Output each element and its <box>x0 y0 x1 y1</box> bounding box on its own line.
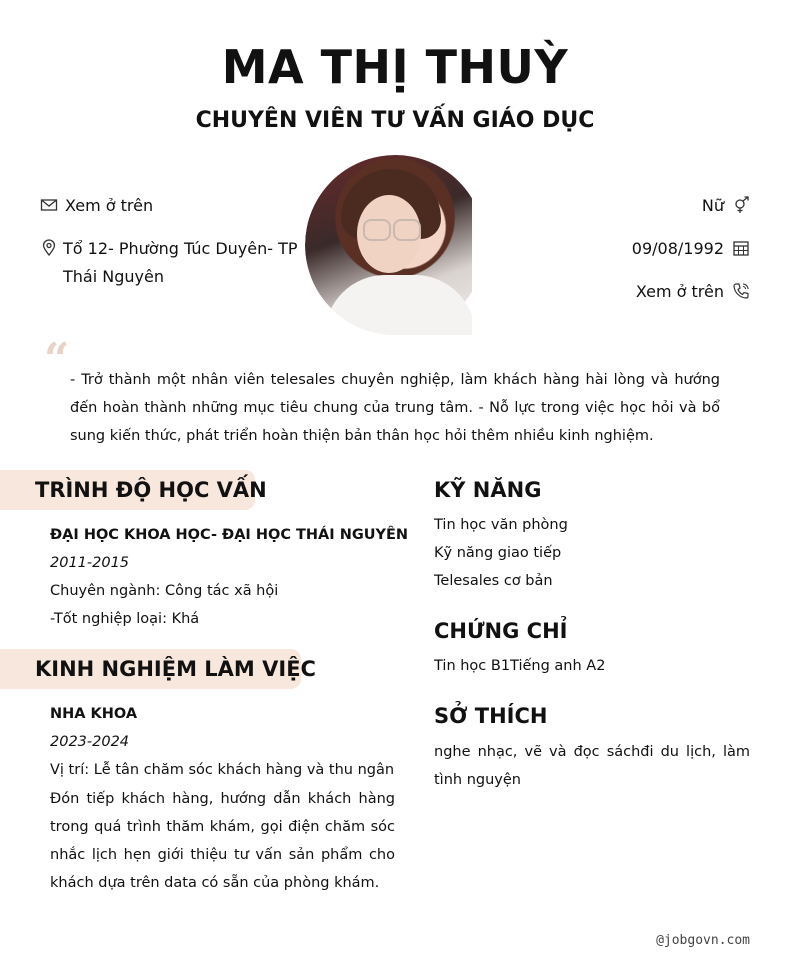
calendar-icon <box>732 239 750 257</box>
address-line-2: Thái Nguyên <box>63 267 164 286</box>
education-grade: -Tốt nghiệp loại: Khá <box>50 611 200 627</box>
quote-icon: “ <box>44 334 70 385</box>
watermark: @jobgovn.com <box>656 933 750 948</box>
avatar <box>305 155 472 335</box>
skill-item: Telesales cơ bản <box>434 573 553 589</box>
email-text: Xem ở trên <box>65 196 154 215</box>
skill-item: Kỹ năng giao tiếp <box>434 545 562 561</box>
contact-email <box>40 196 300 216</box>
education-heading: TRÌNH ĐỘ HỌC VẤN <box>35 478 267 502</box>
education-period: 2011-2015 <box>50 555 130 571</box>
address-line-1: Tổ 12- Phường Túc Duyên- TP <box>63 239 298 258</box>
candidate-name: MA THỊ THUỲ <box>221 40 569 94</box>
contact-gender <box>500 196 750 216</box>
experience-section-header <box>0 649 316 689</box>
skills-heading: KỸ NĂNG <box>434 478 542 502</box>
education-school: ĐẠI HỌC KHOA HỌC- ĐẠI HỌC THÁI NGUYÊN <box>50 527 409 543</box>
birthday-text: 09/08/1992 <box>631 239 724 258</box>
experience-company: NHA KHOA <box>50 706 138 722</box>
experience-period: 2023-2024 <box>50 734 130 750</box>
education-section-header <box>0 470 267 510</box>
map-pin-icon <box>40 239 58 257</box>
job-title: CHUYÊN VIÊN TƯ VẤN GIÁO DỤC <box>195 108 595 133</box>
hobbies-text: nghe nhạc, vẽ và đọc sáchđi du lịch, làm tình nguyện <box>434 744 750 788</box>
certificates-text: Tin học B1Tiếng anh A2 <box>434 658 606 674</box>
contact-address <box>40 239 300 289</box>
gender-text: Nữ <box>701 196 724 215</box>
contact-phone <box>500 282 750 302</box>
phone-icon <box>732 282 750 300</box>
education-major: Chuyên ngành: Công tác xã hội <box>50 583 279 599</box>
hobbies-heading: SỞ THÍCH <box>434 704 548 728</box>
contact-birthday <box>500 239 750 259</box>
envelope-icon <box>40 196 58 214</box>
phone-text: Xem ở trên <box>635 282 724 301</box>
skill-item: Tin học văn phòng <box>434 517 568 533</box>
experience-heading: KINH NGHIỆM LÀM VIỆC <box>35 657 316 681</box>
experience-description: Đón tiếp khách hàng, hướng dẫn khách hàng trong quá trình thăm khám, gọi điện chăm sóc nhắc lịch hẹn giới thiệu tư vấn sản phẩm cho khách dựa trên data có sẵn của phòng khám. <box>50 791 395 891</box>
career-objective: - Trở thành một nhân viên telesales chuyên nghiệp, làm khách hàng hài lòng và hướng đến hoàn thành những mục tiêu chung của trung tâm. - Nỗ lực trong việc học hỏi và bổ sung kiến thức, phát triển hoàn thiện bản thân học hỏi thêm nhiều kinh nghiệm. <box>70 372 720 444</box>
gender-icon <box>732 196 750 214</box>
experience-position: Vị trí: Lễ tân chăm sóc khách hàng và thu ngân <box>50 762 395 778</box>
certificates-heading: CHỨNG CHỈ <box>434 619 568 643</box>
